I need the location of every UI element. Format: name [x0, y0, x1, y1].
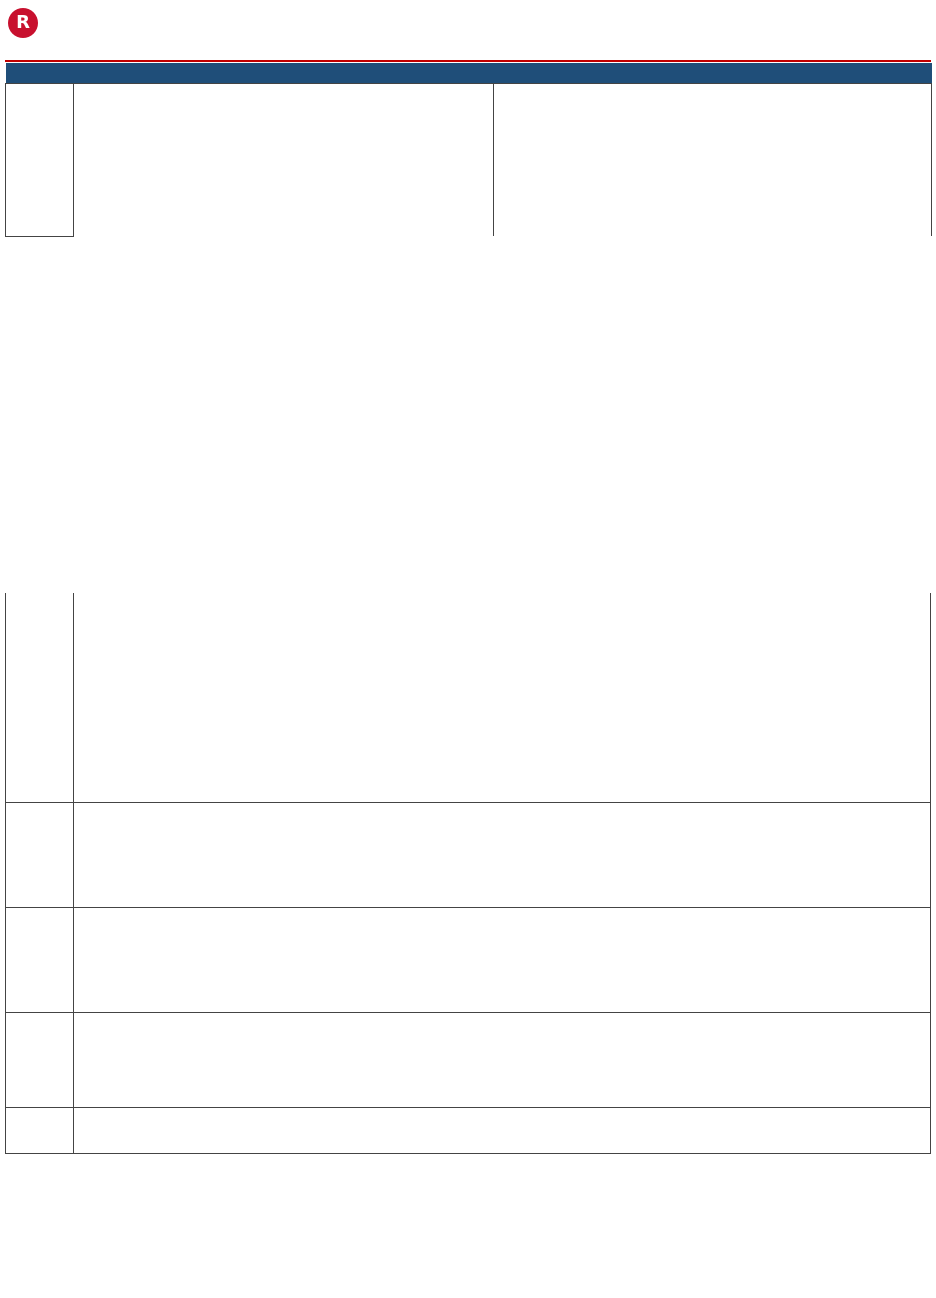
latest-right [762, 202, 842, 219]
col-header-latest [324, 63, 404, 83]
latest-right [762, 117, 842, 134]
latest-right [762, 185, 842, 202]
category-cell [6, 83, 74, 236]
col-header-change-2 [842, 63, 932, 83]
latest-right [762, 168, 842, 185]
change-left [404, 185, 494, 202]
latest-left [324, 202, 404, 219]
table-row [6, 117, 932, 134]
indicator-left [74, 117, 324, 134]
col-header-indicator-2 [494, 63, 762, 83]
latest-right [762, 100, 842, 117]
company-logo [8, 6, 148, 50]
industry-news-label [6, 593, 74, 802]
qr-code-icon [844, 809, 904, 869]
focus-label [6, 1108, 74, 1153]
indicator-left [74, 134, 324, 151]
table-header-row [6, 63, 932, 83]
researcher-info [272, 1182, 384, 1193]
qr-code-icon [849, 625, 909, 685]
alumina-view-section [5, 803, 931, 908]
change-right [842, 219, 932, 236]
indicator-right [494, 83, 762, 100]
alumina-view-label [6, 803, 74, 907]
indicator-left [74, 168, 324, 185]
table-row [6, 134, 932, 151]
casting-view-section [5, 1013, 931, 1108]
change-right [842, 117, 932, 134]
indicator-left [74, 202, 324, 219]
indicator-right [494, 117, 762, 134]
col-header-category [6, 63, 74, 83]
change-left [404, 100, 494, 117]
change-right [842, 168, 932, 185]
change-left [404, 151, 494, 168]
table-row [6, 151, 932, 168]
indicator-right [494, 185, 762, 202]
indicator-right [494, 168, 762, 185]
latest-right [762, 151, 842, 168]
table-body [6, 83, 932, 236]
casting-view-label [6, 1013, 74, 1107]
indicator-right [494, 202, 762, 219]
change-left [404, 134, 494, 151]
indicator-right [494, 100, 762, 117]
electrolytic-view-section [5, 908, 931, 1013]
change-left [404, 219, 494, 236]
latest-right [762, 219, 842, 236]
col-header-change [404, 63, 494, 83]
indicator-left [74, 151, 324, 168]
col-header-latest-2 [762, 63, 842, 83]
change-left [404, 117, 494, 134]
change-right [842, 83, 932, 100]
indicator-left [74, 100, 324, 117]
table-row [6, 185, 932, 202]
change-right [842, 134, 932, 151]
data-table [5, 63, 932, 237]
latest-left [324, 100, 404, 117]
change-right [842, 185, 932, 202]
indicator-left [74, 219, 324, 236]
change-right [842, 100, 932, 117]
indicator-right [494, 151, 762, 168]
indicator-left [74, 83, 324, 100]
col-header-indicator [74, 63, 324, 83]
latest-left [324, 83, 404, 100]
indicator-right [494, 134, 762, 151]
latest-left [324, 117, 404, 134]
table-row [6, 219, 932, 236]
change-left [404, 83, 494, 100]
latest-left [324, 168, 404, 185]
logo-icon: R [8, 8, 38, 38]
latest-right [762, 134, 842, 151]
latest-left [324, 219, 404, 236]
change-right [842, 202, 932, 219]
latest-left [324, 151, 404, 168]
latest-left [324, 185, 404, 202]
change-left [404, 202, 494, 219]
report-header [0, 0, 936, 60]
change-right [842, 151, 932, 168]
industry-news-section [5, 593, 931, 803]
table-row [6, 202, 932, 219]
table-row [6, 168, 932, 185]
table-row [6, 100, 932, 117]
table-row [6, 83, 932, 100]
indicator-left [74, 185, 324, 202]
indicator-right [494, 219, 762, 236]
data-table-container [5, 63, 931, 237]
latest-left [324, 134, 404, 151]
focus-section [5, 1108, 931, 1154]
header-divider [5, 60, 931, 62]
electrolytic-view-label [6, 908, 74, 1012]
latest-right [762, 83, 842, 100]
change-left [404, 168, 494, 185]
